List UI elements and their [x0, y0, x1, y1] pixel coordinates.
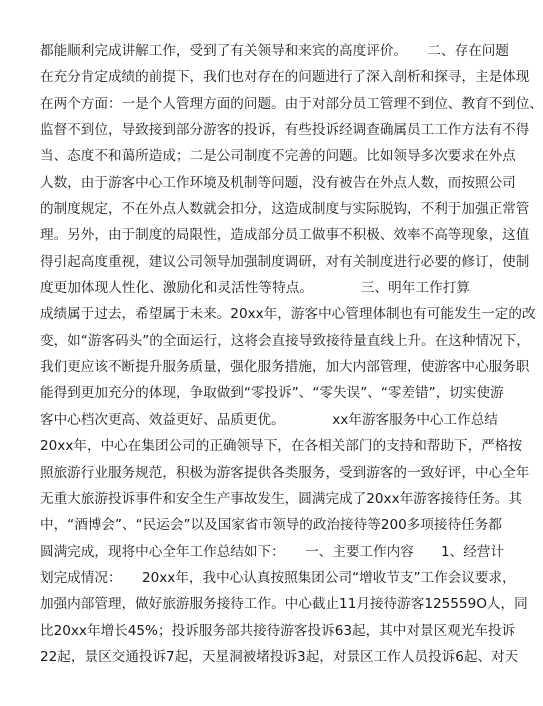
text-line: 度更加体现人性化、激励化和灵活性等特点。 三、明年工作打算 — [40, 280, 470, 297]
text-line: 成绩属于过去，希望属于未来。20xx年，游客中心管理体制也有可能发生一定的改 — [40, 306, 536, 323]
text-line: 人数，由于游客中心工作环境及机制等问题，没有被告在外点人数，而按照公司 — [40, 174, 516, 191]
text-line: 无重大旅游投诉事件和安全生产事故发生，圆满完成了20xx年游客接待任务。其 — [40, 490, 522, 507]
text-line: 加强内部管理，做好旅游服务接待工作。中心截止11月接待游客125559O人，同 — [40, 596, 528, 613]
text-line: 中，“酒博会”、“民运会”以及国家省市领导的政治接待等200多项接待任务都 — [40, 517, 502, 534]
text-line: 划完成情况： 20xx年，我中心认真按照集团公司“增收节支”工作会议要求， — [40, 569, 516, 586]
text-line: 在充分肯定成绩的前提下，我们也对存在的问题进行了深入剖析和探寻，主是体现 — [40, 69, 530, 86]
text-line: 能得到更加充分的体现，争取做到“零投诉”、“零失误”、“零差错”，切实使游 — [40, 385, 504, 402]
text-line: 圆满完成，现将中心全年工作总结如下： 一、主要工作内容 1、经营计 — [40, 543, 505, 560]
document-body — [40, 38, 543, 670]
text-line: 客中心档次更高、效益更好、品质更优。 xx年游客服务中心工作总结 — [40, 411, 498, 428]
text-line: 监督不到位，导致接到部分游客的投诉，有些投诉经调查确属员工工作方法有不得 — [40, 122, 530, 139]
text-line: 变，如“游客码头”的全面运行，这将会直接导致接待量直线上升。在这种情况下， — [40, 332, 530, 349]
text-line: 都能顺利完成讲解工作，受到了有关领导和来宾的高度评价。 二、存在问题 — [40, 43, 509, 59]
text-line: 我们更应该不断提升服务质量，强化服务措施，加大内部管理，使游客中心服务职 — [40, 359, 530, 376]
text-line: 理。另外，由于制度的局限性，造成部分员工做事不积极、效率不高等现象，这值 — [40, 227, 530, 244]
text-line: 照旅游行业服务规范，积极为游客提供各类服务，受到游客的一致好评，中心全年 — [40, 464, 530, 481]
text-line: 22起，景区交通投诉7起，天星洞被堵投诉3起，对景区工作人员投诉6起、对天 — [40, 648, 519, 665]
text-line: 当、态度不和蔼所造成；二是公司制度不完善的问题。比如领导多次要求在外点 — [40, 148, 516, 165]
text-line: 的制度规定，不在外点人数就会扣分，这造成制度与实际脱钩，不利于加强正常管 — [40, 201, 530, 218]
text-line: 比20xx年增长45%；投诉服务部共接待游客投诉63起，其中对景区观光车投诉 — [40, 622, 516, 639]
text-line: 在两个方面：一是个人管理方面的问题。由于对部分员工管理不到位、教育不到位、 — [40, 95, 543, 112]
text-line: 20xx年，中心在集团公司的正确领导下，在各相关部门的支持和帮助下，严格按 — [40, 438, 522, 455]
text-line: 得引起高度重视，建议公司领导加强制度调研，对有关制度进行必要的修订，使制 — [40, 253, 530, 270]
